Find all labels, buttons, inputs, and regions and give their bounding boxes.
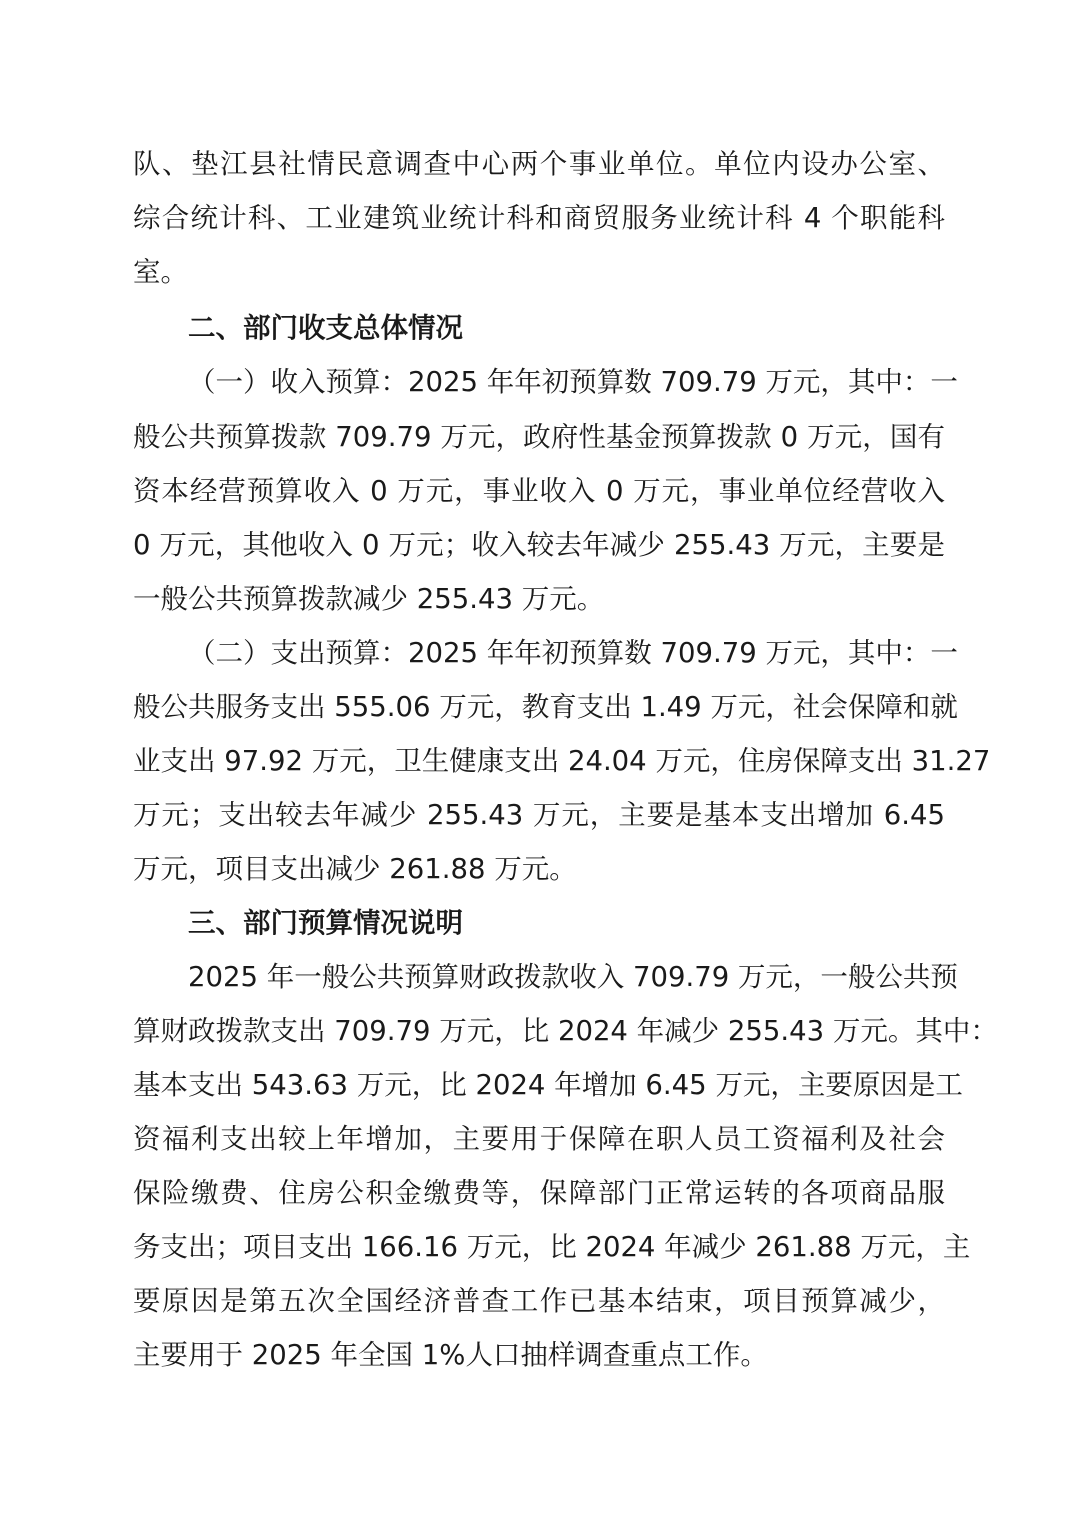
paragraph-line: 0 万元，其他收入 0 万元；收入较去年减少 255.43 万元，主要是 — [133, 529, 945, 561]
paragraph-line: 室。 — [133, 256, 188, 288]
section-heading-3: 三、部门预算情况说明 — [188, 907, 463, 939]
paragraph-line: 要原因是第五次全国经济普查工作已基本结束，项目预算减少， — [133, 1285, 945, 1317]
paragraph-line: 算财政拨款支出 709.79 万元，比 2024 年减少 255.43 万元。其中： — [133, 1015, 998, 1047]
paragraph-line: 万元，项目支出减少 261.88 万元。 — [133, 853, 577, 885]
section-heading-2: 二、部门收支总体情况 — [188, 312, 463, 344]
paragraph-line: 综合统计科、工业建筑业统计科和商贸服务业统计科 4 个职能科 — [133, 202, 945, 234]
paragraph-line: 资本经营预算收入 0 万元，事业收入 0 万元，事业单位经营收入 — [133, 475, 945, 507]
paragraph-line: 般公共服务支出 555.06 万元，教育支出 1.49 万元，社会保障和就 — [133, 691, 958, 723]
paragraph-line: （二）支出预算：2025 年年初预算数 709.79 万元，其中：一 — [188, 637, 958, 669]
paragraph-line: 般公共预算拨款 709.79 万元，政府性基金预算拨款 0 万元，国有 — [133, 421, 945, 453]
paragraph-line: 主要用于 2025 年全国 1%人口抽样调查重点工作。 — [133, 1339, 768, 1371]
paragraph-line: 队、垫江县社情民意调查中心两个事业单位。单位内设办公室、 — [133, 148, 945, 180]
paragraph-line: 万元；支出较去年减少 255.43 万元，主要是基本支出增加 6.45 — [133, 799, 945, 831]
paragraph-line: 资福利支出较上年增加，主要用于保障在职人员工资福利及社会 — [133, 1123, 945, 1155]
paragraph-line: 基本支出 543.63 万元，比 2024 年增加 6.45 万元，主要原因是工 — [133, 1069, 963, 1101]
paragraph-line: 业支出 97.92 万元，卫生健康支出 24.04 万元，住房保障支出 31.27 — [133, 745, 991, 777]
paragraph-line: 保险缴费、住房公积金缴费等，保障部门正常运转的各项商品服 — [133, 1177, 945, 1209]
paragraph-line: 一般公共预算拨款减少 255.43 万元。 — [133, 583, 605, 615]
paragraph-line: 2025 年一般公共预算财政拨款收入 709.79 万元，一般公共预 — [188, 961, 958, 993]
paragraph-line: 务支出；项目支出 166.16 万元，比 2024 年减少 261.88 万元，主 — [133, 1231, 971, 1263]
paragraph-line: （一）收入预算：2025 年年初预算数 709.79 万元，其中：一 — [188, 366, 958, 398]
